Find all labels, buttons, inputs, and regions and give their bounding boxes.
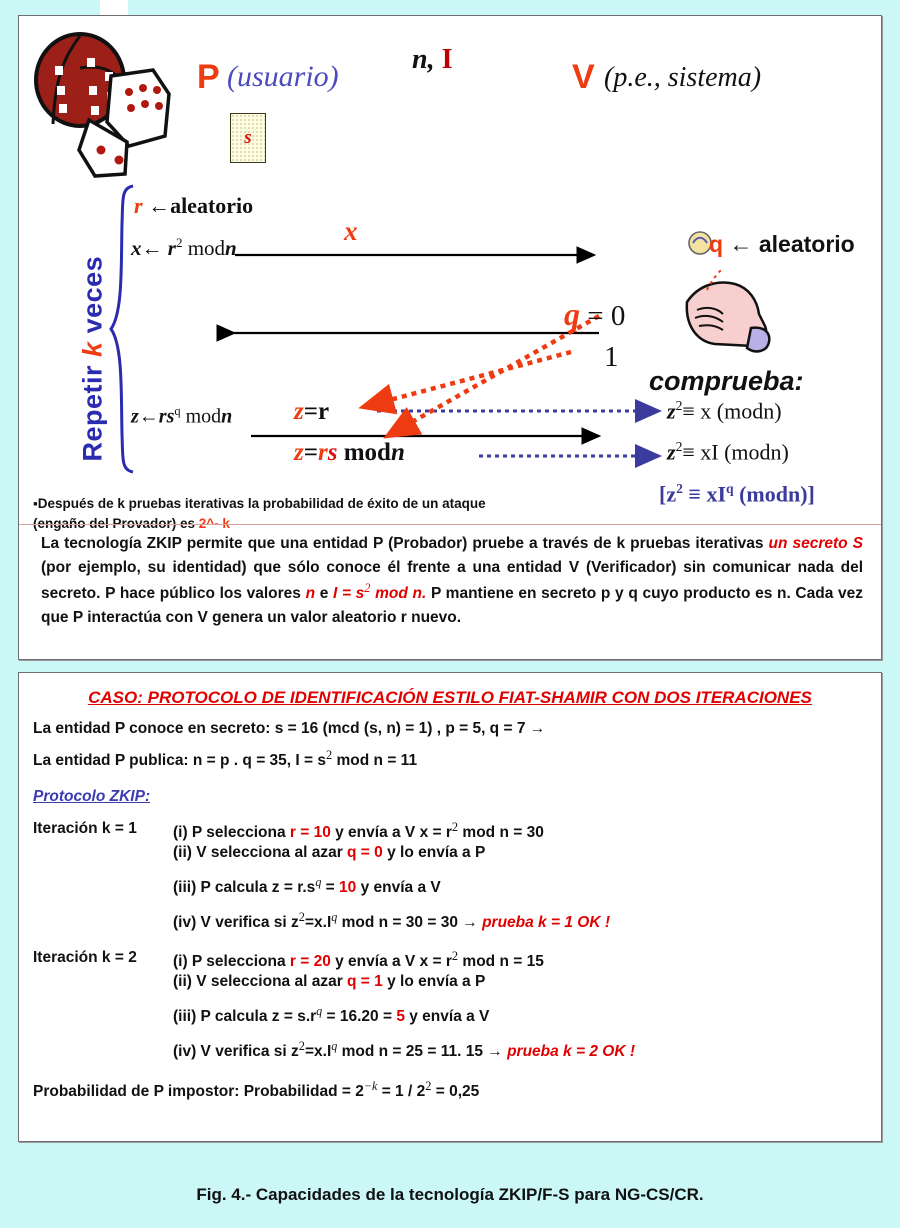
i2-s1-pre: (i) P selecciona <box>173 952 290 970</box>
probability-exponent-1: −k <box>363 1079 378 1094</box>
i1-s4-post: mod n = 30 = 30 → <box>337 914 483 932</box>
verify1-z: z <box>667 398 676 424</box>
verify3-post: (modn)] <box>733 481 815 507</box>
i1-s4-mid: =x.I <box>304 914 332 932</box>
i1-s2-pre: (ii) V selecciona al azar <box>173 844 348 862</box>
iteration-2-step-ii <box>173 973 635 991</box>
i2-s2-pre: (ii) V selecciona al azar <box>173 972 348 990</box>
prover-role-label: (usuario) <box>227 60 339 93</box>
i2-s4-mid: =x.I <box>304 1043 332 1061</box>
x-arrow-label: x <box>344 216 358 246</box>
probability-pre: Probabilidad de P impostor: Probabilidad = 2 <box>33 1083 364 1101</box>
z-assign-mod: mod <box>180 405 222 428</box>
verifier-label: V <box>572 58 595 96</box>
i2-s1-red: r = 20 <box>289 952 331 970</box>
verify3-exp1: 2 <box>676 481 683 496</box>
z-eq-r-z: z <box>294 398 304 425</box>
verify-equation-3 <box>659 481 815 507</box>
i2-s3-red: 5 <box>396 1007 405 1025</box>
z-eq-rs-s: s <box>327 439 338 466</box>
repeat-k: k <box>77 341 108 357</box>
public-values-line <box>33 748 881 770</box>
repeat-suffix: veces <box>77 255 108 342</box>
i1-s1-mid: y envía a V x = r <box>330 824 452 842</box>
i2-s4-result: prueba k = 2 OK ! <box>507 1043 635 1061</box>
i2-s3-sup: q <box>316 1003 323 1018</box>
iteration-2-steps <box>173 949 635 1063</box>
verify2-rest: ≡ xI (modn) <box>682 439 789 465</box>
i1-s1-red: r = 10 <box>289 824 331 842</box>
verify-equation-1 <box>667 398 782 424</box>
i2-s4-post: mod n = 25 = 11. 15 → <box>337 1043 508 1061</box>
i1-s4-result: prueba k = 1 OK ! <box>482 914 610 932</box>
secret-box-label: s <box>244 127 252 148</box>
z-equals-rs: z=rs modn <box>294 439 405 466</box>
paragraph-I-pre: I = s <box>332 585 365 603</box>
protocol-heading: Protocolo ZKIP: <box>33 788 151 806</box>
x-assign-mod: mod <box>182 236 226 260</box>
i1-s4-sup: 2 <box>298 910 305 925</box>
q-random-line <box>709 231 855 258</box>
x-assign-n: n <box>225 236 237 260</box>
i2-s1-mid: y envía a V x = r <box>330 952 452 970</box>
i2-s4-pre: (iv) V verifica si z <box>173 1043 299 1061</box>
paragraph-I-exponent: 2 <box>364 581 371 596</box>
i2-s4-sup2: q <box>331 1038 338 1053</box>
verify1-exponent: 2 <box>675 398 683 413</box>
x-assign-lhs: x← r <box>131 236 176 260</box>
iteration-2-label: Iteración k = 2 <box>33 948 137 966</box>
q-symbol: q <box>564 296 580 332</box>
iteration-1-steps <box>173 820 610 934</box>
verify1-rest: ≡ x (modn) <box>682 398 782 424</box>
q-equals-zero: = 0 <box>587 300 626 332</box>
i2-s3-mid: = 16.20 = <box>322 1007 397 1025</box>
iteration-1-step-iv <box>173 910 610 932</box>
q-random-text: ← aleatorio <box>729 231 855 257</box>
i2-s1-post: mod n = 15 <box>458 952 544 970</box>
public-values-pre: La entidad P publica: n = p . q = 35, I = s <box>33 752 327 770</box>
protocol-diagram-panel <box>18 15 882 660</box>
verify3-exp2: q <box>726 481 734 496</box>
verify3-pre: [z <box>659 481 677 507</box>
verifier-role-label: (p.e., sistema) <box>604 62 762 93</box>
paragraph-part-1: La tecnología ZKIP permite que una entidad P (Probador) pruebe a través de k pruebas iterativas <box>41 535 769 552</box>
zkip-description-paragraph <box>41 532 863 629</box>
i1-s4-sup2: q <box>331 910 338 925</box>
i1-s3-red: 10 <box>339 879 357 897</box>
figure-caption: Fig. 4.- Capacidades de la tecnología ZKIP/F-S para NG-CS/CR. <box>196 1185 704 1204</box>
prover-label: P <box>197 58 220 96</box>
verify2-exponent: 2 <box>675 439 683 454</box>
repeat-prefix: Repetir <box>77 356 108 462</box>
paragraph-part-3: e <box>315 585 333 603</box>
probability-exponent-2: 2 <box>425 1079 432 1094</box>
i1-s3-pre: (iii) P calcula z = r.s <box>173 879 316 897</box>
comprueba-label: comprueba: <box>649 366 804 396</box>
bullet-line-1: Después de k pruebas iterativas la probabilidad de éxito de un ataque <box>37 496 486 511</box>
z-eq-rs-n: n <box>390 439 405 466</box>
probability-mid: = 1 / 2 <box>377 1083 426 1101</box>
iteration-1-step-ii <box>173 844 610 862</box>
i2-s1-sup: 2 <box>451 948 459 963</box>
i1-s3-sup: q <box>315 875 322 890</box>
z-equals-r <box>294 398 329 426</box>
case-title: CASO: PROTOCOLO DE IDENTIFICACIÓN ESTILO FIAT-SHAMIR CON DOS ITERACIONES <box>88 688 812 707</box>
i2-s3-post: y envía a V <box>404 1007 490 1025</box>
iteration-1-label: Iteración k = 1 <box>33 820 137 838</box>
public-values-I: I <box>441 44 453 75</box>
public-values-exponent: 2 <box>326 747 333 762</box>
verify3-mid: ≡ xI <box>682 481 727 507</box>
i1-s2-red: q = 0 <box>347 844 383 862</box>
iteration-1-step-iii <box>173 875 610 897</box>
paragraph-secret-highlight: un secreto S <box>768 535 863 552</box>
iteration-2-step-iii <box>173 1004 635 1026</box>
z-assign-lhs: z←rs <box>131 405 175 428</box>
x-assign-exponent: 2 <box>175 235 183 250</box>
i1-s1-post: mod n = 30 <box>458 824 544 842</box>
impostor-probability-line <box>33 1079 881 1101</box>
iteration-2-step-iv <box>173 1039 635 1061</box>
iteration-block-1 <box>19 820 881 934</box>
q-value-label <box>564 296 625 333</box>
z-eq-rs-r: r <box>317 439 328 466</box>
i2-s4-sup: 2 <box>298 1038 305 1053</box>
z-assignment <box>131 404 232 429</box>
iteration-1-step-i <box>173 820 610 842</box>
iteration-2-step-i <box>173 949 635 971</box>
z-eq-rs-z: z <box>294 439 304 466</box>
i2-s2-red: q = 1 <box>347 972 383 990</box>
verify-equation-2 <box>667 439 789 465</box>
paragraph-part-4: P mantiene en secreto p y q cuyo producto es n. Cada vez que P interactúa con V genera un valor aleatorio r nuevo. <box>41 585 863 626</box>
secret-values-line: La entidad P conoce en secreto: s = 16 (mcd (s, n) = 1) , p = 5, q = 7 → <box>33 719 546 737</box>
bullet-marker: ▪ <box>33 496 38 511</box>
iteration-block-2 <box>19 949 881 1063</box>
z-assign-n: n <box>221 405 233 428</box>
i2-s2-mid: y lo envía a P <box>382 972 486 990</box>
zkip-protocol-diagram <box>19 16 881 521</box>
i1-s2-mid: y lo envía a P <box>382 844 486 862</box>
i1-s1-pre: (i) P selecciona <box>173 824 290 842</box>
i1-s3-mid: = <box>321 879 340 897</box>
case-study-panel <box>18 672 882 1142</box>
i2-s3-pre: (iii) P calcula z = s.r <box>173 1007 317 1025</box>
z-eq-r-rest: =r <box>303 398 330 425</box>
paragraph-part-2: (por ejemplo, su identidad) que sólo conoce él frente a una entidad V (Verificador) sin comunicar nada del secreto. P hace público los valores <box>41 558 863 603</box>
panel-divider <box>19 524 881 525</box>
public-values-post: mod n = 11 <box>332 752 418 770</box>
q-random-symbol: q <box>709 231 724 257</box>
z-eq-rs-mod: mod <box>337 439 391 466</box>
paragraph-I-post: mod n. <box>370 585 427 603</box>
i1-s1-sup: 2 <box>451 820 459 835</box>
i1-s3-post: y envía a V <box>356 879 441 897</box>
z-assign-exponent: q <box>174 404 181 418</box>
verify2-z: z <box>667 439 676 465</box>
paragraph-n-highlight: n <box>305 585 316 603</box>
i1-s4-pre: (iv) V verifica si z <box>173 914 299 932</box>
r-symbol: r <box>134 193 143 218</box>
public-values-n: n, <box>412 44 435 75</box>
attack-probability-bullet <box>33 494 593 533</box>
q-value-one: 1 <box>604 341 619 373</box>
hand-icon <box>679 266 775 356</box>
r-random-text: ←aleatorio <box>148 193 254 218</box>
probability-post: = 0,25 <box>431 1083 480 1101</box>
paragraph-I-highlight <box>332 581 427 603</box>
